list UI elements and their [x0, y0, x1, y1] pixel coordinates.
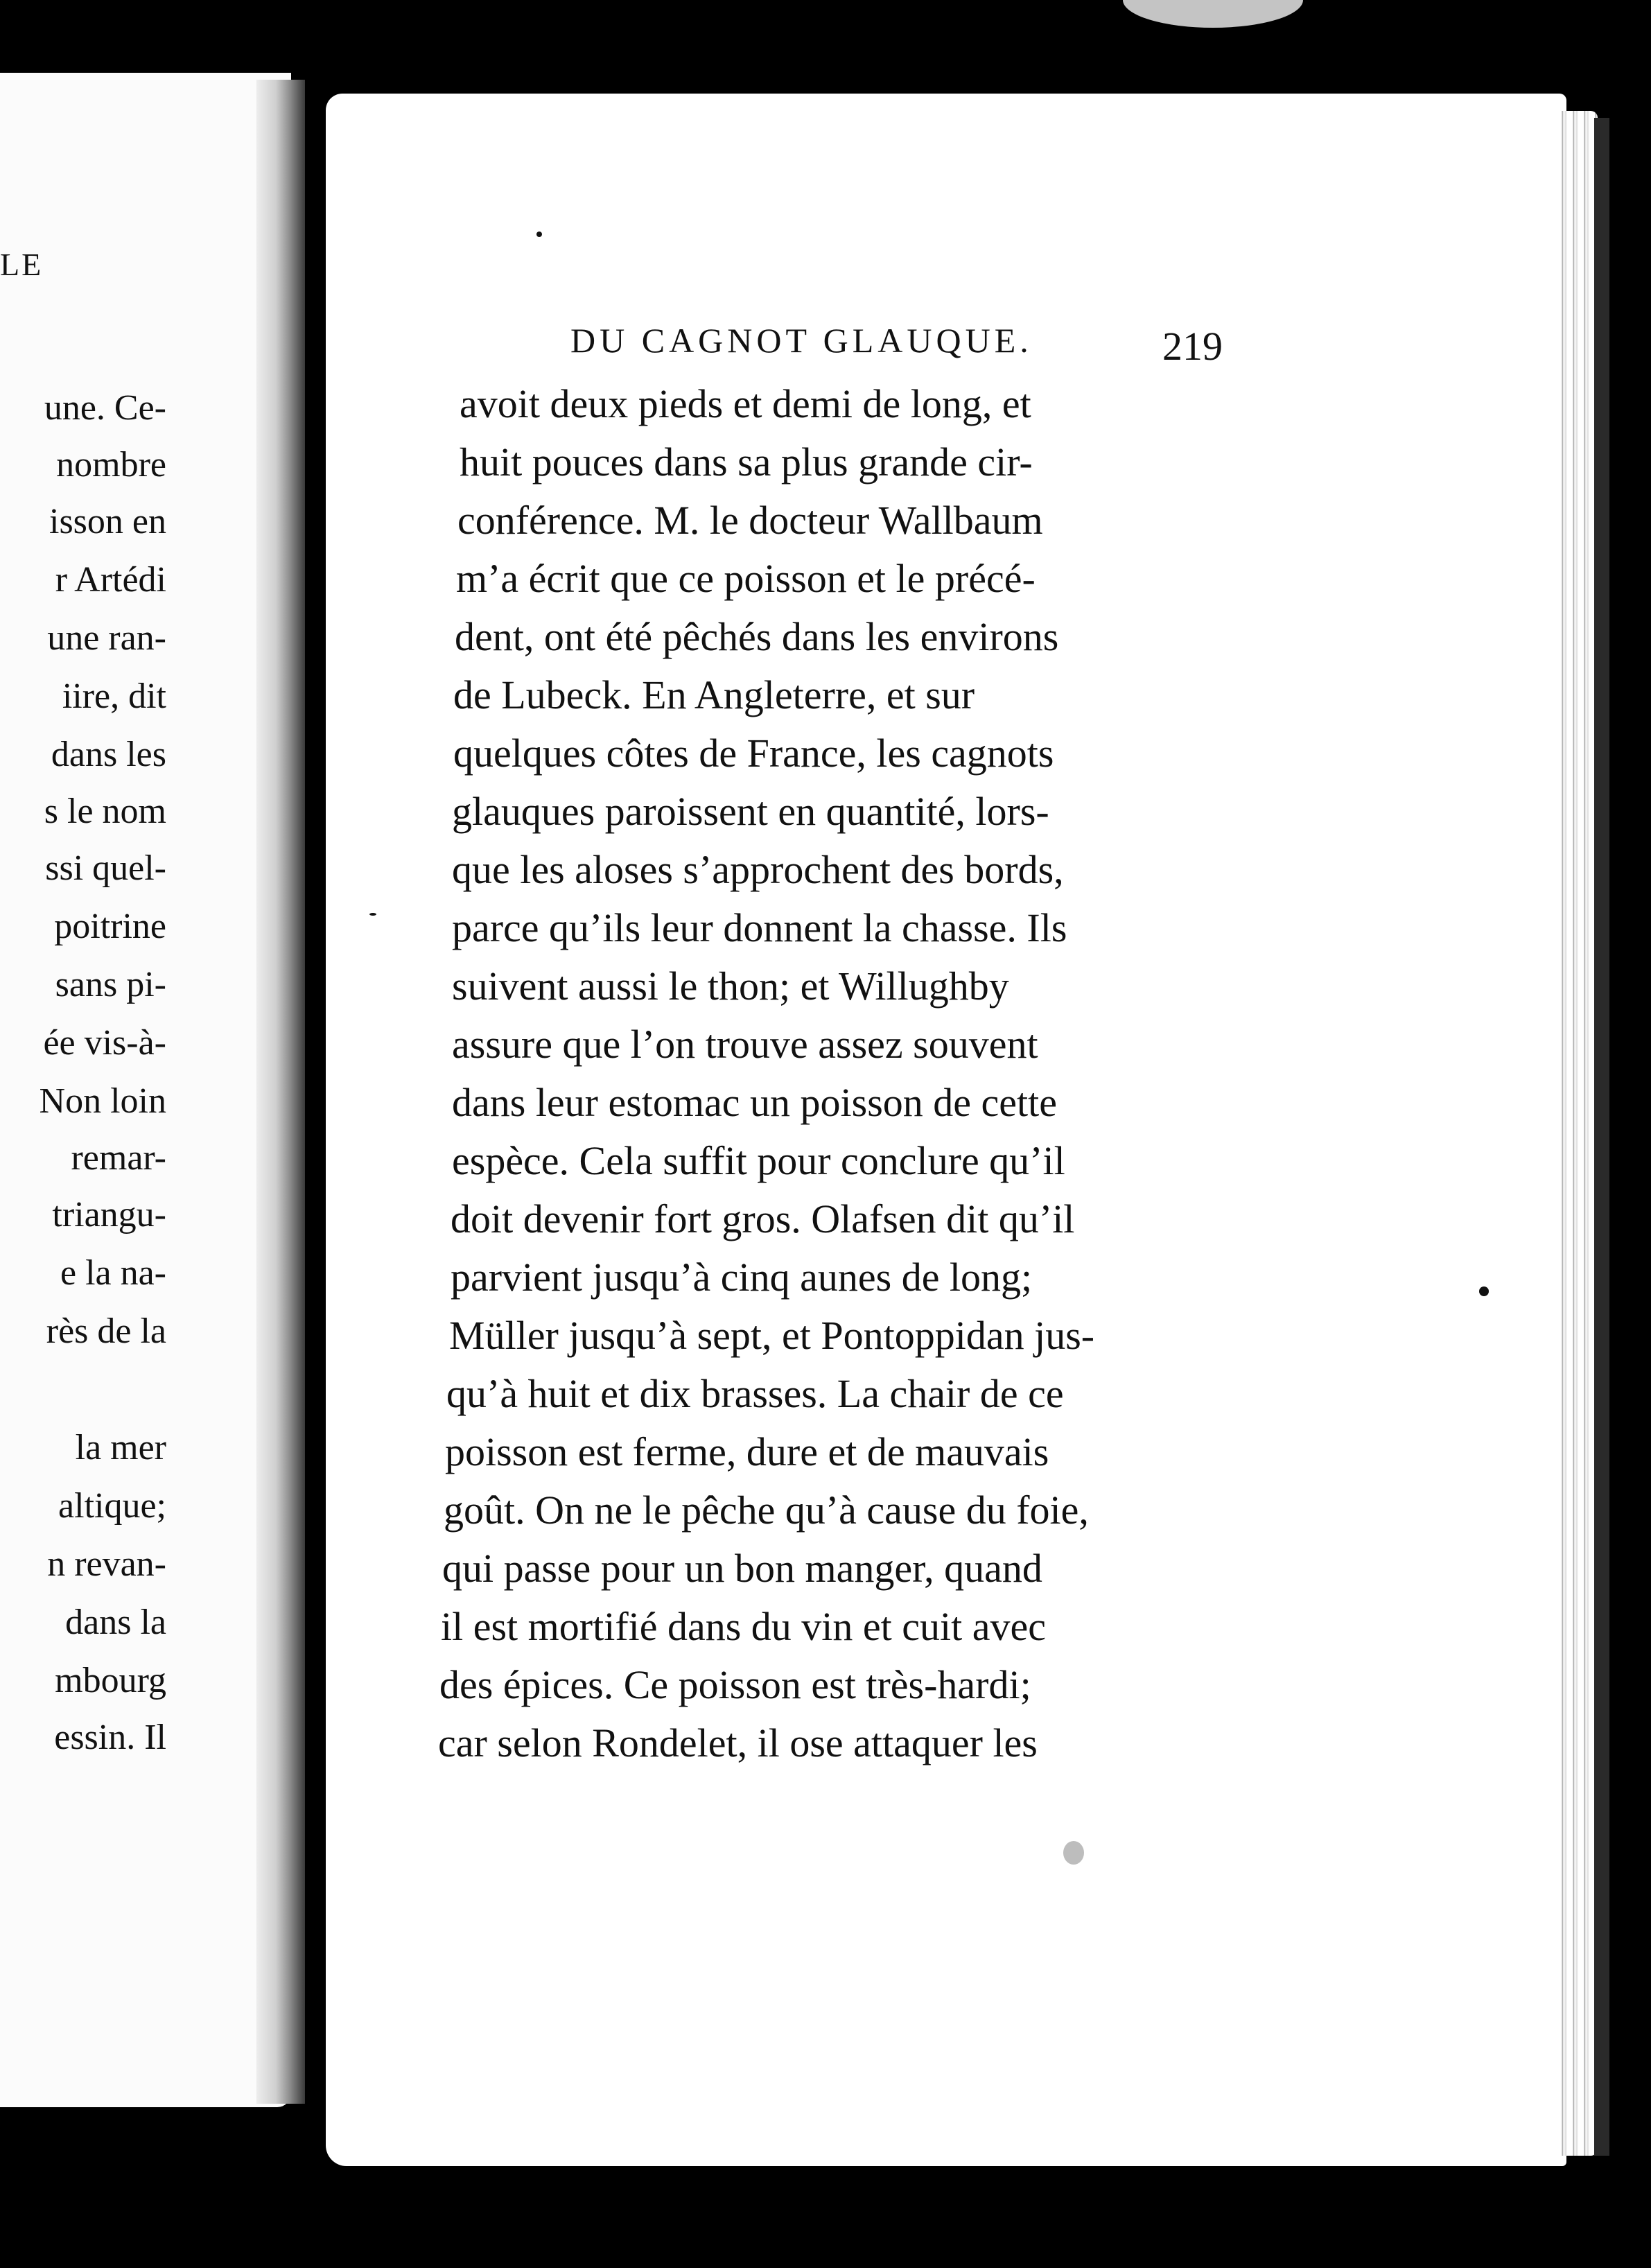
left-page-line: triangu-: [52, 1195, 166, 1235]
scan-speck: [1063, 1841, 1084, 1865]
scan-speck: [369, 913, 376, 916]
left-page-line: essin. Il: [54, 1718, 166, 1757]
body-line: parvient jusqu’à cinq aunes de long;: [451, 1255, 1033, 1300]
running-head: DU CAGNOT GLAUQUE.: [570, 321, 1033, 360]
book-gutter: [256, 80, 305, 2104]
body-line: huit pouces dans sa plus grande cir-: [460, 439, 1033, 485]
scan-corner-artifact: [1123, 0, 1303, 28]
left-page-line: poitrine: [54, 907, 166, 946]
body-line: il est mortifié dans du vin et cuit avec: [441, 1604, 1046, 1649]
body-line: goût. On ne le pêche qu’à cause du foie,: [444, 1488, 1089, 1533]
left-page-line: une ran-: [47, 618, 166, 658]
body-line: suivent aussi le thon; et Willughby: [452, 963, 1009, 1009]
left-page-line: s le nom: [44, 792, 166, 831]
left-page-line: ée vis-à-: [43, 1023, 166, 1063]
scan-speck: [536, 232, 542, 237]
body-line: assure que l’on trouve assez souvent: [452, 1022, 1038, 1067]
left-page-line: n revan-: [47, 1544, 166, 1584]
scan-speck: [1479, 1286, 1489, 1296]
left-page: [0, 73, 291, 2107]
page-edges: [1556, 111, 1598, 2156]
body-line: espèce. Cela suffit pour conclure qu’il: [452, 1138, 1065, 1183]
body-line: qu’à huit et dix brasses. La chair de ce: [446, 1371, 1064, 1416]
left-page-running-head: LE: [0, 247, 44, 282]
left-page-line: mbourg: [55, 1661, 166, 1700]
left-page-line: e la na-: [60, 1253, 166, 1293]
page-number: 219: [1162, 324, 1223, 369]
body-line: car selon Rondelet, il ose attaquer les: [438, 1720, 1038, 1765]
body-line: doit devenir fort gros. Olafsen dit qu’il: [451, 1196, 1075, 1241]
body-line: quelques côtes de France, les cagnots: [453, 731, 1054, 776]
left-page-line: r Artédi: [55, 560, 166, 600]
body-line: dent, ont été pêchés dans les environs: [455, 614, 1059, 659]
left-page-line: altique;: [58, 1486, 166, 1526]
left-page-line: nombre: [56, 445, 166, 485]
left-page-line: une. Ce-: [44, 388, 166, 428]
body-line: avoit deux pieds et demi de long, et: [460, 381, 1031, 426]
body-line: conférence. M. le docteur Wallbaum: [457, 498, 1043, 543]
left-page-line: remar-: [71, 1138, 166, 1178]
body-line: glauques paroissent en quantité, lors-: [452, 789, 1049, 834]
left-page-line: iire, dit: [62, 677, 166, 716]
left-page-line: la mer: [75, 1428, 166, 1467]
page-edge-shadow: [1594, 118, 1609, 2156]
body-line: poisson est ferme, dure et de mauvais: [445, 1429, 1049, 1474]
left-page-line: ssi quel-: [45, 848, 166, 888]
body-line: Müller jusqu’à sept, et Pontoppidan jus-: [449, 1313, 1095, 1358]
body-line: des épices. Ce poisson est très-hardi;: [439, 1662, 1031, 1707]
body-line: dans leur estomac un poisson de cette: [452, 1080, 1057, 1125]
body-line: qui passe pour un bon manger, quand: [442, 1546, 1042, 1591]
left-page-line: isson en: [49, 502, 166, 541]
body-line: parce qu’ils leur donnent la chasse. Ils: [452, 905, 1067, 950]
left-page-line: dans les: [51, 735, 166, 774]
left-page-line: rès de la: [46, 1311, 166, 1351]
body-line: que les aloses s’approchent des bords,: [452, 847, 1064, 892]
left-page-line: Non loin: [39, 1081, 166, 1121]
left-page-line: dans la: [65, 1603, 166, 1642]
left-page-line: sans pi-: [55, 965, 166, 1004]
body-line: de Lubeck. En Angleterre, et sur: [453, 672, 975, 717]
body-line: m’a écrit que ce poisson et le précé-: [456, 556, 1036, 601]
